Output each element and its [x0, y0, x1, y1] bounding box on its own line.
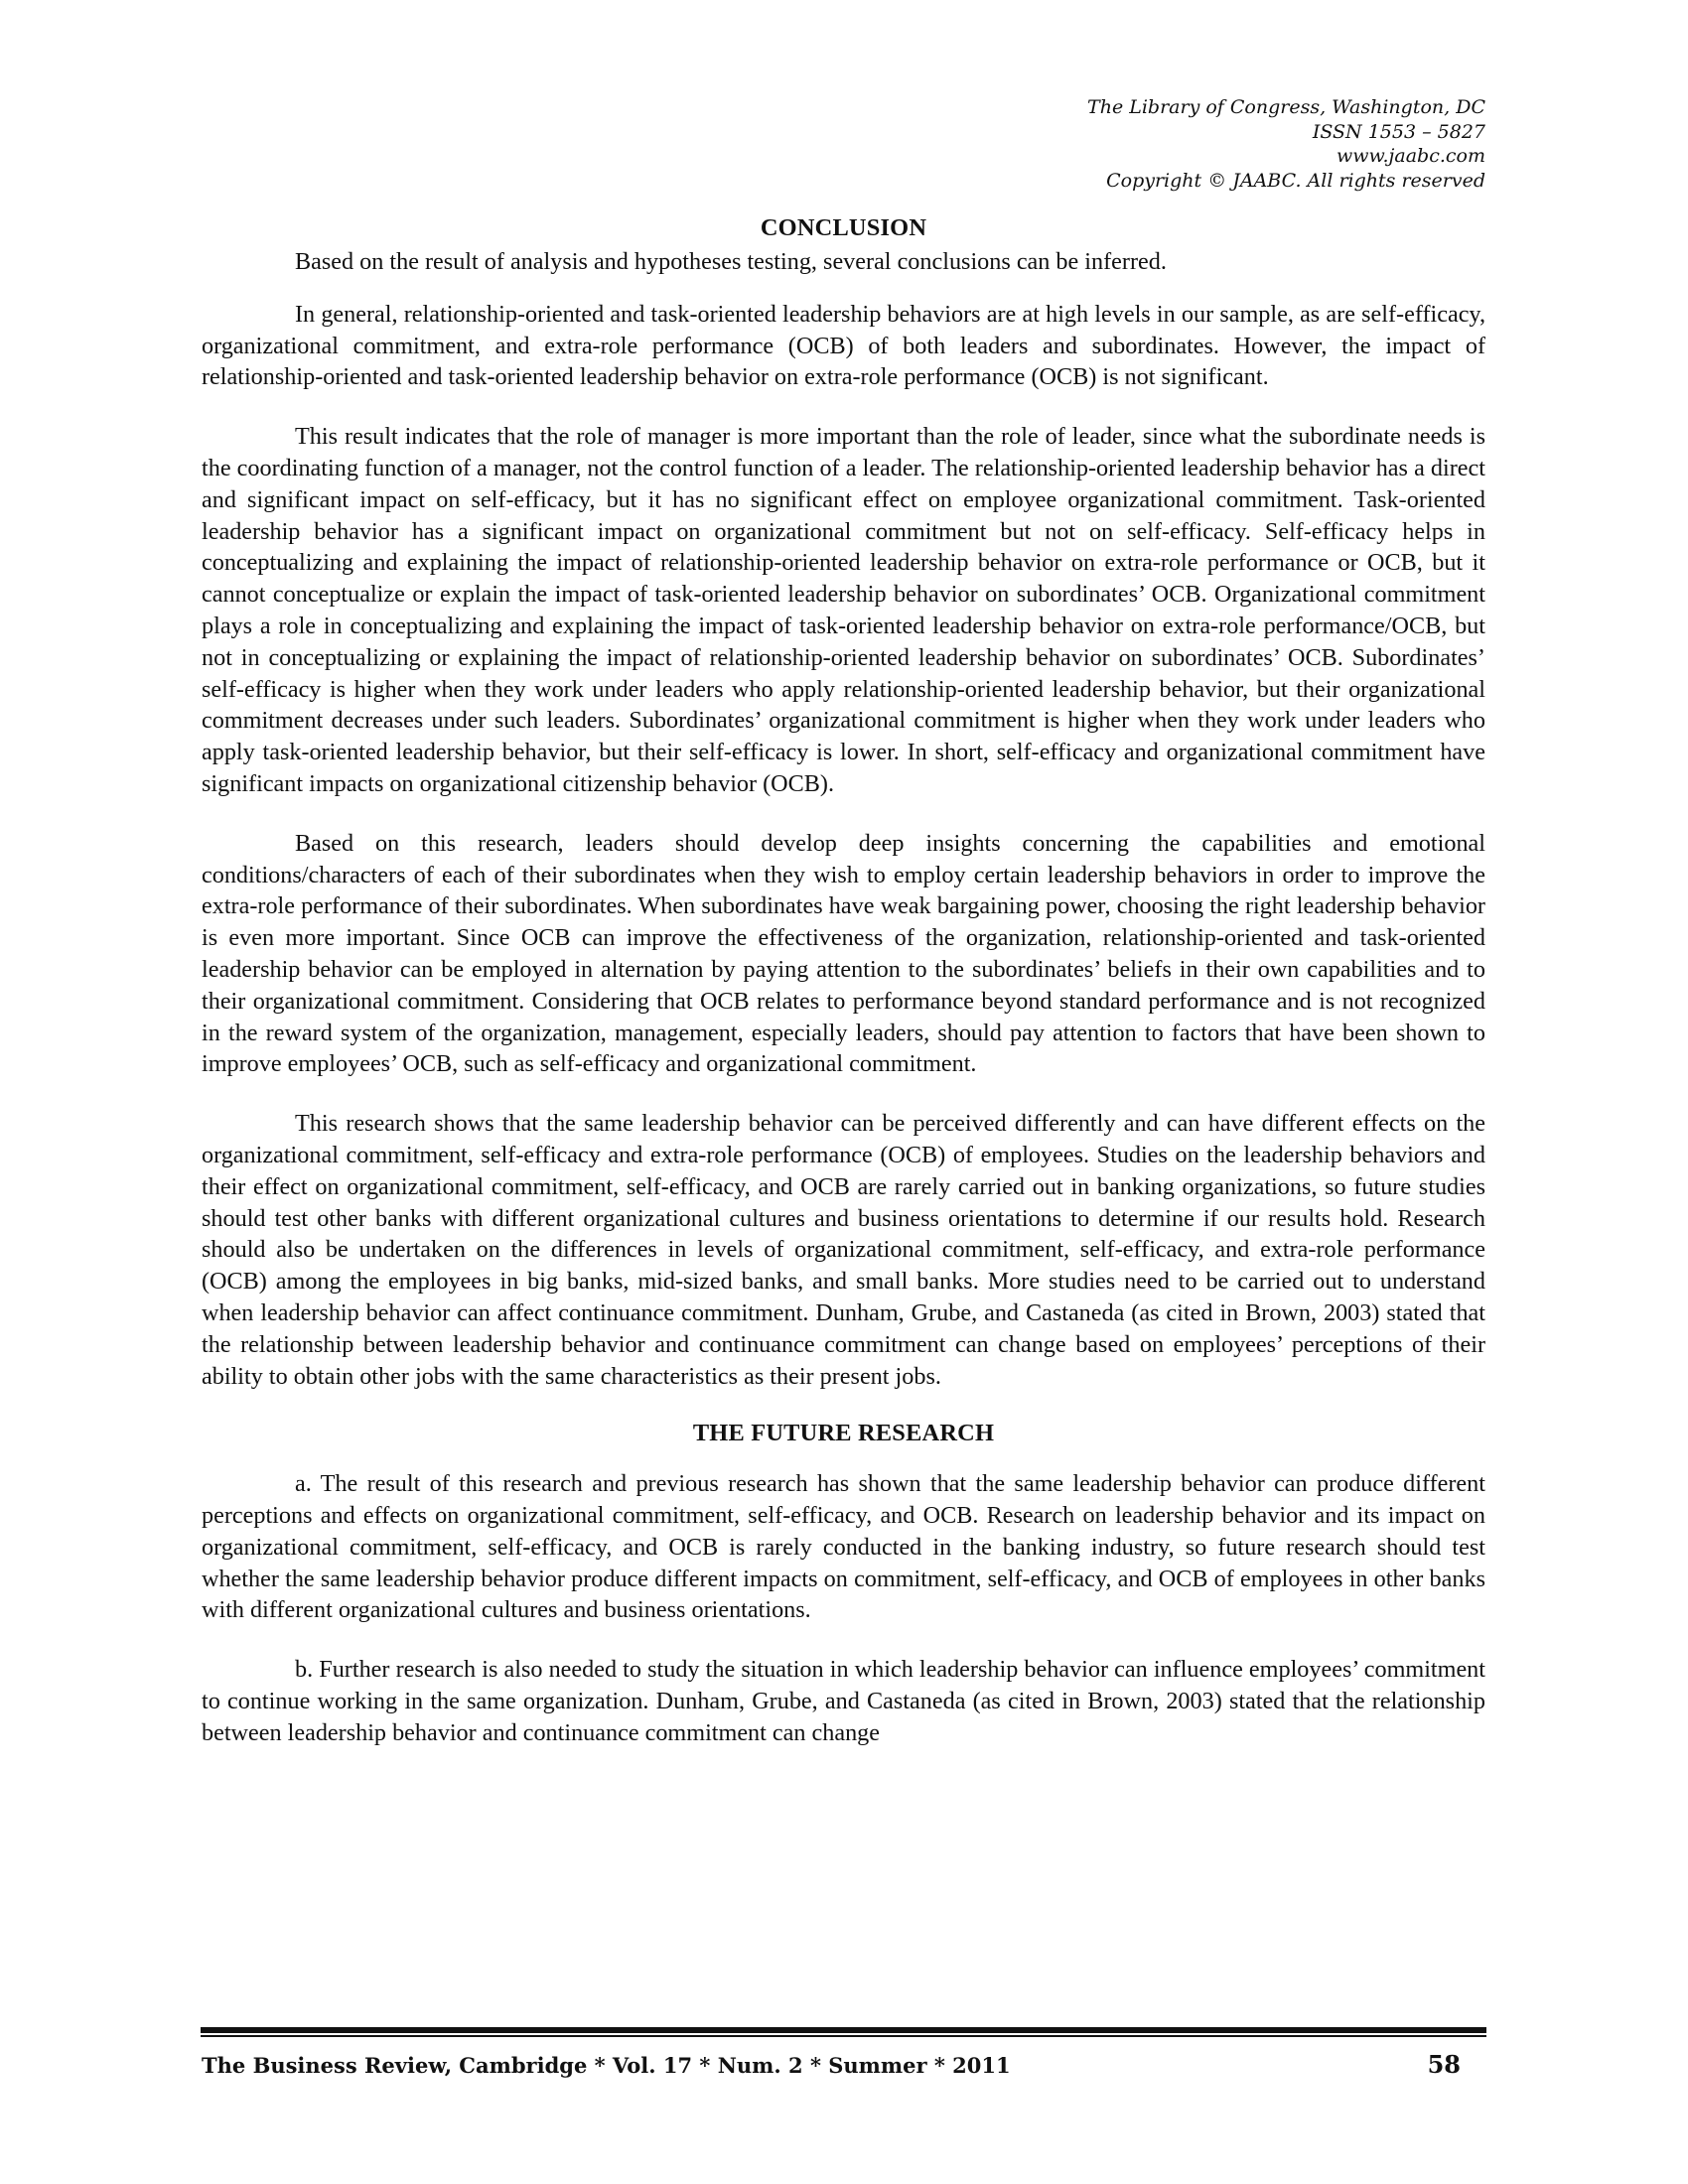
- journal-masthead: [790, 95, 1485, 193]
- conclusion-heading: CONCLUSION: [760, 214, 927, 241]
- future-research-paragraph-b: b. Further research is also needed to study the situation in which leadership behavior can influence employees’ commitment to continue working in the same organization. Dunham, Grube, and Castaneda (as cited in Brown, 2003) stated that the relationship between leadership behavior and continuance commitment can change: [202, 1656, 1485, 1746]
- footer-rule-thin: [201, 2035, 1486, 2037]
- conclusion-paragraph-5: This research shows that the same leadership behavior can be perceived differently and can have different effects on the organizational commitment, self-efficacy and extra-role performance (OCB) of employees. Studies on the leadership behaviors and their effect on organizational commitment, self-efficacy, and OCB are rarely carried out in banking organizations, so future studies should test other banks with different organizational cultures and business orientations to determine if our results hold. Research should also be undertaken on the differences in levels of organizational commitment, self-efficacy, and extra-role performance (OCB) among the employees in big banks, mid-sized banks, and small banks. More studies need to be carried out to understand when leadership behavior can affect continuance commitment. Dunham, Grube, and Castaneda (as cited in Brown, 2003) stated that the relationship between leadership behavior and continuance commitment can change based on employees’ perceptions of their ability to obtain other jobs with the same characteristics as their present jobs.: [202, 1110, 1485, 1390]
- conclusion-paragraph-1: Based on the result of analysis and hypotheses testing, several conclusions can be inferred.: [295, 248, 1167, 275]
- conclusion-paragraph-4: Based on this research, leaders should develop deep insights concerning the capabilities and emotional conditions/characters of each of their subordinates when they wish to employ certain leadership behaviors in order to improve the extra-role performance of their subordinates. When subordinates have weak bargaining power, choosing the right leadership behavior is even more important. Since OCB can improve the effectiveness of the organization, relationship-oriented and task-oriented leadership behavior can be employed in alternation by paying attention to the subordinates’ beliefs in their own capabilities and to their organizational commitment. Considering that OCB relates to performance beyond standard performance and is not recognized in the reward system of the organization, management, especially leaders, should pay attention to factors that have been shown to improve employees’ OCB, such as self-efficacy and organizational commitment.: [202, 829, 1485, 1078]
- future-research-paragraph-a: a. The result of this research and previous research has shown that the same leadership behavior can produce different perceptions and effects on organizational commitment, self-efficacy, and OCB. Research on leadership behavior and its impact on organizational commitment, self-efficacy, and OCB is rarely conducted in the banking industry, so future research should test whether the same leadership behavior produce different impacts on commitment, self-efficacy, and OCB of employees in other banks with different organizational cultures and business orientations.: [202, 1470, 1485, 1624]
- masthead-line-publisher: The Library of Congress, Washington, DC: [1087, 96, 1485, 118]
- masthead-line-copyright: Copyright © JAABC. All rights reserved: [1106, 169, 1485, 192]
- masthead-line-issn: ISSN 1553 – 5827: [1312, 120, 1485, 143]
- footer-journal-citation: The Business Review, Cambridge * Vol. 17 * Num. 2 * Summer * 2011: [202, 2053, 1011, 2078]
- page-number: 58: [1427, 2050, 1461, 2079]
- conclusion-paragraph-2: In general, relationship-oriented and task-oriented leadership behaviors are at high levels in our sample, as are self-efficacy, organizational commitment, and extra-role performance (OCB) of both leaders and subordinates. However, the impact of relationship-oriented and task-oriented leadership behavior on extra-role performance (OCB) is not significant.: [202, 300, 1485, 391]
- article-body: [202, 212, 1485, 1777]
- future-research-heading: THE FUTURE RESEARCH: [692, 1420, 995, 1447]
- conclusion-paragraph-3: This result indicates that the role of manager is more important than the role of leader, since what the subordinate needs is the coordinating function of a manager, not the control function of a leader. The relationship-oriented leadership behavior has a direct and significant impact on self-efficacy, but it has no significant effect on employee organizational commitment. Task-oriented leadership behavior has a significant impact on organizational commitment but not on self-efficacy. Self-efficacy helps in conceptualizing and explaining the impact of relationship-oriented leadership behavior on extra-role performance or OCB, but it cannot conceptualize or explain the impact of task-oriented leadership behavior on subordinates’ OCB. Organizational commitment plays a role in conceptualizing and explaining the impact of task-oriented leadership behavior on extra-role performance/OCB, but not in conceptualizing or explaining the impact of relationship-oriented leadership behavior on subordinates’ OCB. Subordinates’ self-efficacy is higher when they work under leaders who apply relationship-oriented leadership behavior, but their organizational commitment decreases under such leaders. Subordinates’ organizational commitment is higher when they work under leaders who apply task-oriented leadership behavior, but their self-efficacy is lower. In short, self-efficacy and organizational commitment have significant impacts on organizational citizenship behavior (OCB).: [202, 423, 1485, 797]
- footer-rule-thick: [201, 2027, 1486, 2033]
- footer-divider: [201, 2027, 1486, 2037]
- masthead-line-website: www.jaabc.com: [1336, 145, 1485, 167]
